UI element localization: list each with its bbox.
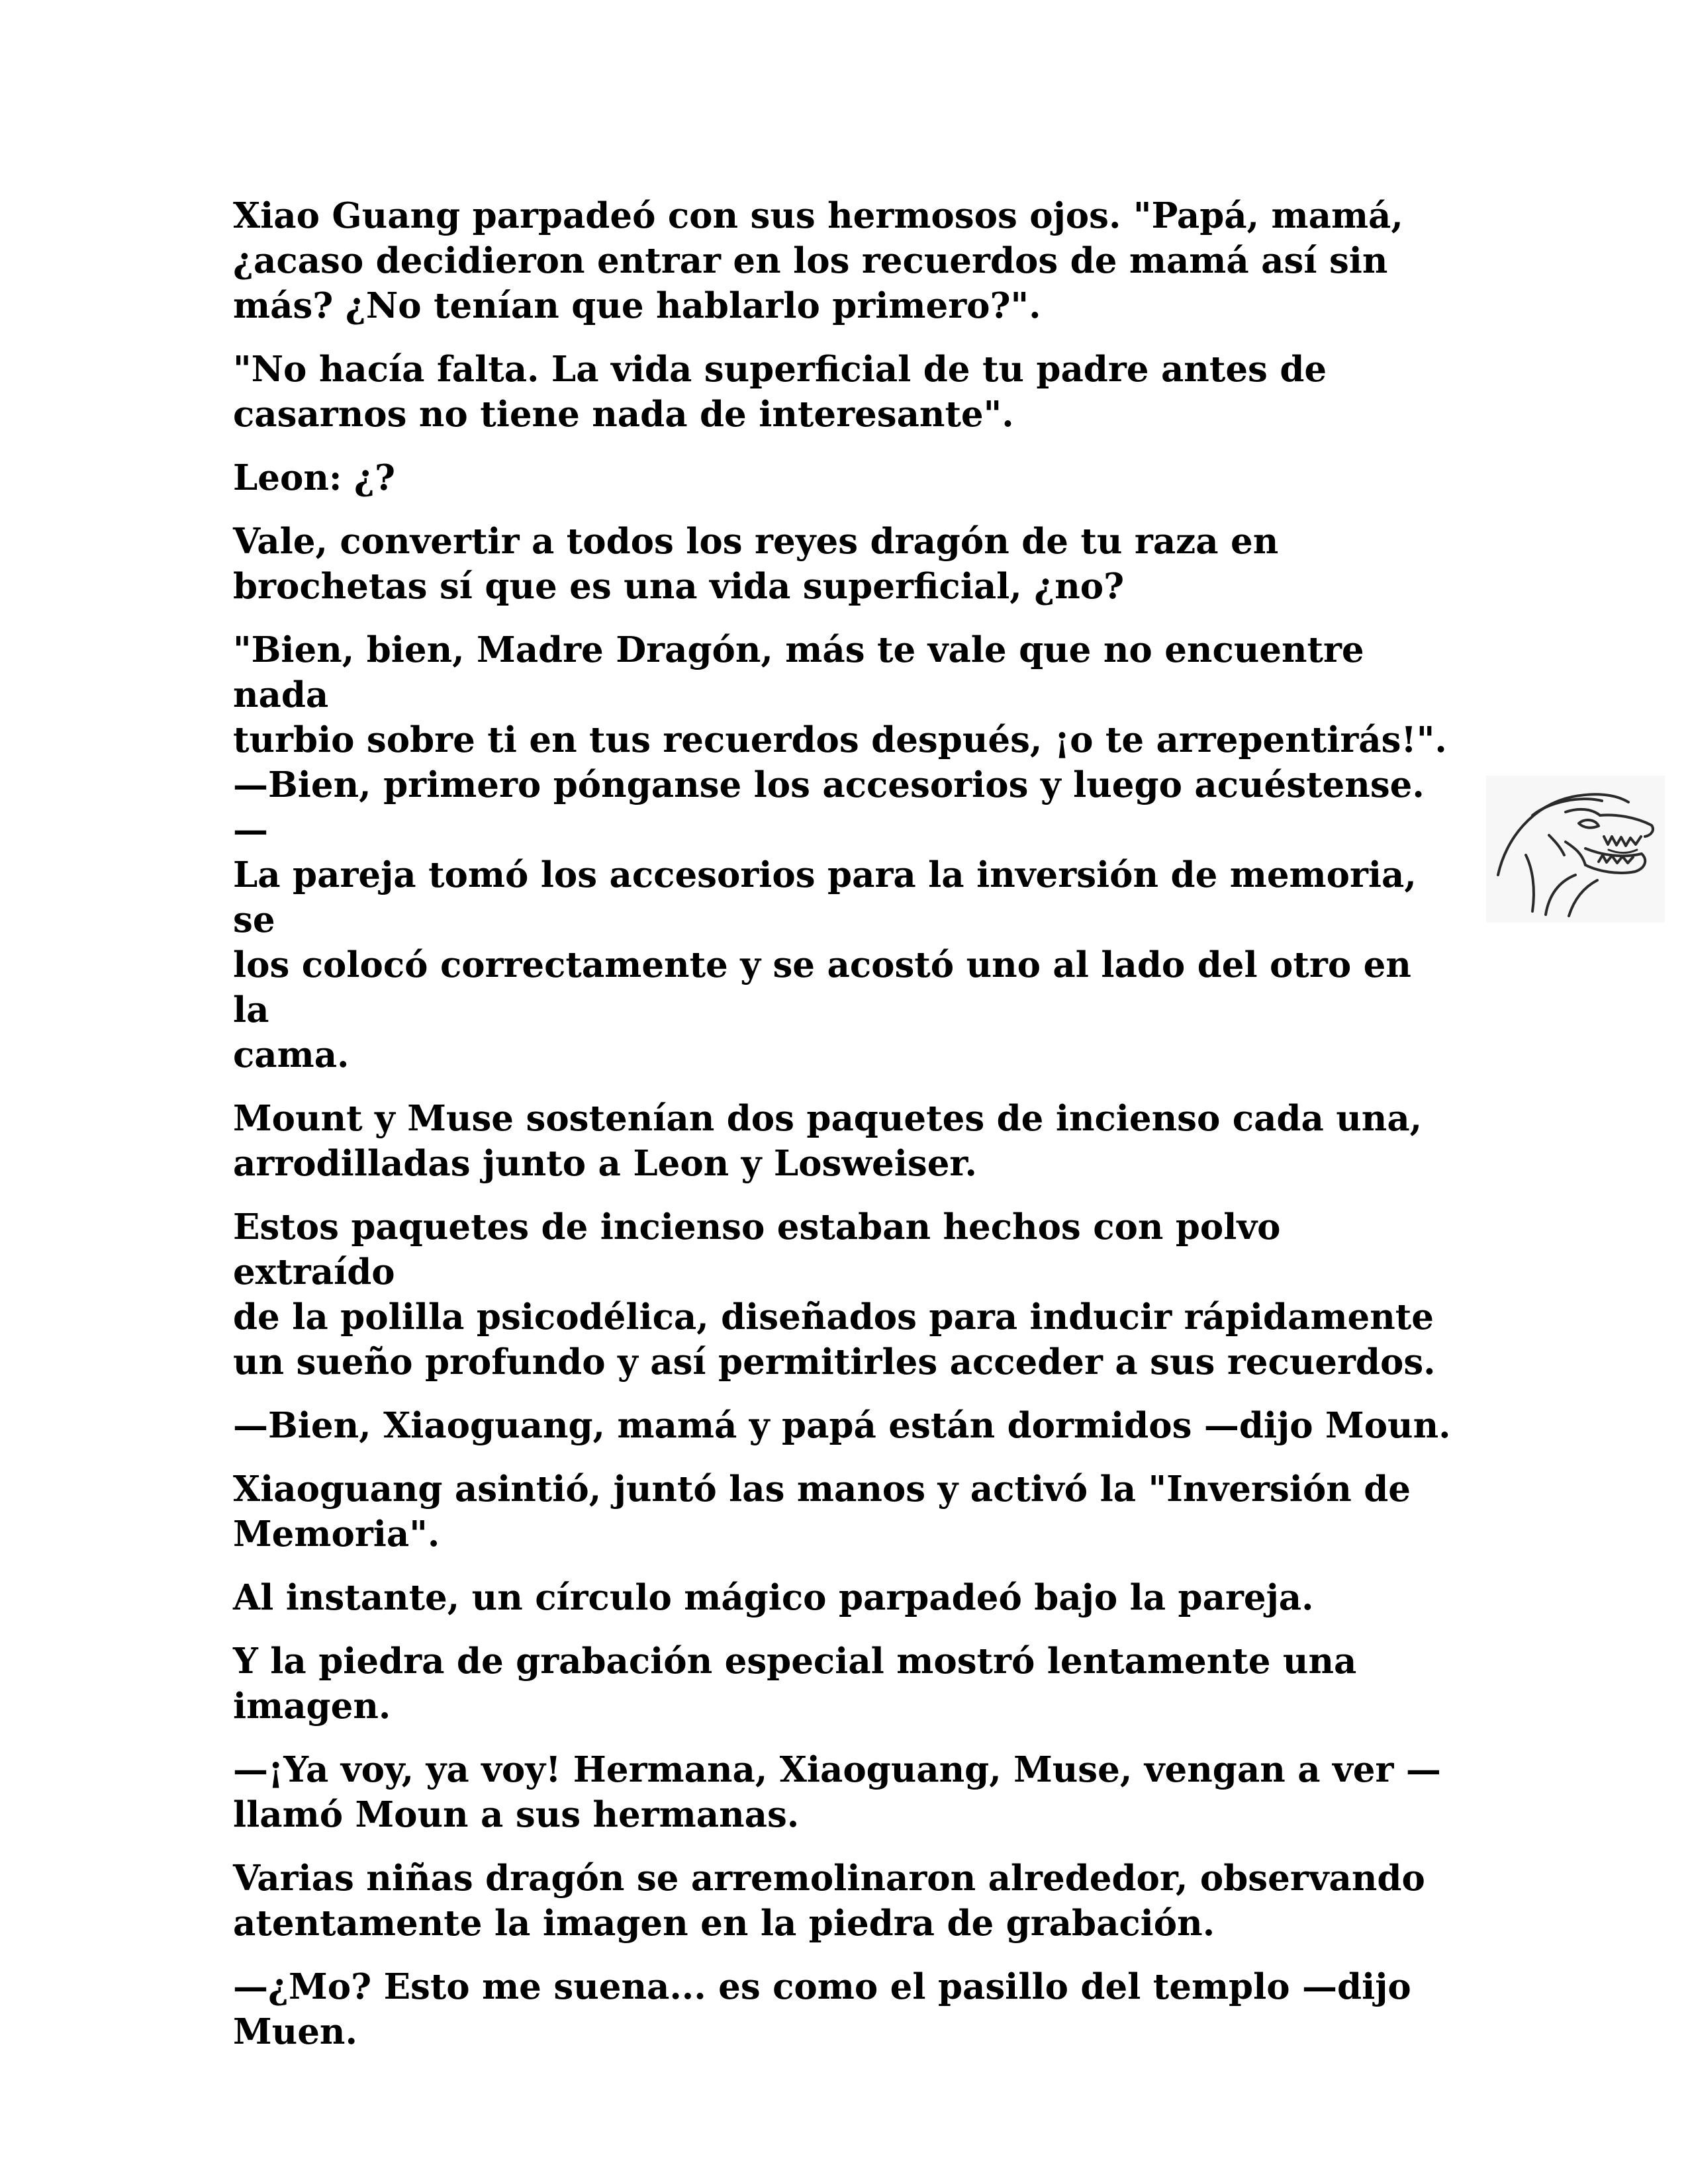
- paragraph: Y la piedra de grabación especial mostró lentamente una imagen.: [233, 1641, 1357, 1727]
- paragraph: Estos paquetes de incienso estaban hechos con polvo extraído de la polilla psicodélica, diseñados para inducir rápidamente un sueño profundo y así permitirles acceder a sus recuerdos.: [233, 1206, 1436, 1383]
- paragraph: Mount y Muse sostenían dos paquetes de incienso cada una, arrodilladas junto a Leon y Losweiser.: [233, 1098, 1423, 1184]
- paragraph: Vale, convertir a todos los reyes dragón de tu raza en brochetas sí que es una vida superficial, ¿no?: [233, 521, 1279, 607]
- paragraph: —Bien, Xiaoguang, mamá y papá están dormidos —dijo Moun.: [233, 1405, 1451, 1446]
- paragraph: "Bien, bien, Madre Dragón, más te vale que no encuentre nada turbio sobre ti en tus recuerdos después, ¡o te arrepentirás!". —Bien, primero pónganse los accesorios y luego acuéstense. — La pareja tomó los accesorios para la inversión de memoria, se los colocó correctamente y se acostó uno al lado del otro en la cama.: [233, 629, 1447, 1075]
- paragraph: —¡Ya voy, ya voy! Hermana, Xiaoguang, Muse, vengan a ver — llamó Moun a sus hermanas.: [233, 1749, 1441, 1835]
- paragraph: Xiaoguang asintió, juntó las manos y activó la "Inversión de Memoria".: [233, 1469, 1411, 1555]
- paragraph: —¿Mo? Esto me suena... es como el pasillo del templo —dijo Muen.: [233, 1966, 1411, 2052]
- paragraph: "No hacía falta. La vida superficial de tu padre antes de casarnos no tiene nada de interesante".: [233, 349, 1327, 435]
- paragraph: Al instante, un círculo mágico parpadeó bajo la pareja.: [233, 1577, 1314, 1618]
- paragraph: Leon: ¿?: [233, 457, 395, 498]
- body-text: [233, 193, 1451, 2073]
- dragon-head-sketch-icon: [1486, 776, 1665, 923]
- paragraph: Varias niñas dragón se arremolinaron alrededor, observando atentamente la imagen en la piedra de grabación.: [233, 1858, 1425, 1944]
- paragraph: Xiao Guang parpadeó con sus hermosos ojos. "Papá, mamá, ¿acaso decidieron entrar en los recuerdos de mamá así sin más? ¿No tenían que hablarlo primero?".: [233, 195, 1403, 326]
